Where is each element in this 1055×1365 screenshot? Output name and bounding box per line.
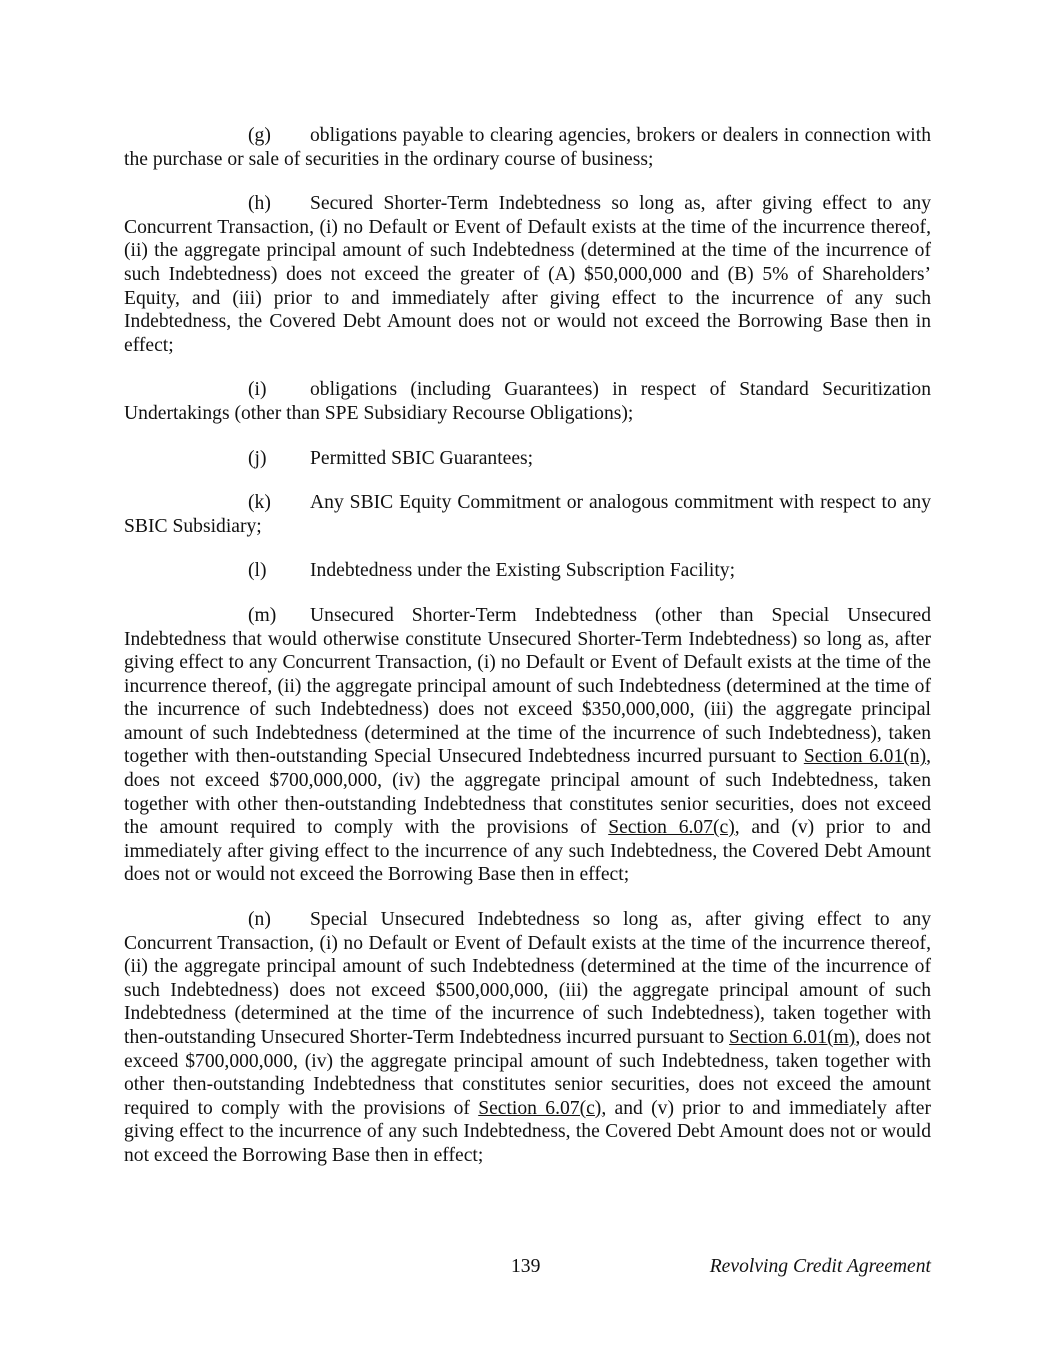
clause-m	[124, 604, 931, 887]
page-number: 139	[511, 1256, 541, 1277]
clause-text: Indebtedness under the Existing Subscription Facility;	[310, 560, 736, 582]
clause-label: (h)	[248, 193, 271, 215]
clause-text: Special Unsecured Indebtedness so long as, after giving effect to any Concurrent Transaction, (i) no Default or Event of Default exists at the time of the incurrence thereof, (ii) the aggregate principal amount of such Indebtedness (determined at the time of the incurrence of such Indebtedness) does not exceed $500,000,000, (iii) the aggregate principal amount of such Indebtedness (determined at the time of the incurrence of such Indebtedness), taken together with then-outstanding Unsecured Shorter-Term Indebtedness incurred pursuant to	[124, 909, 931, 1048]
document-page	[124, 124, 931, 1189]
clause-label: (l)	[248, 560, 267, 582]
section-reference-link: Section 6.07(c)	[478, 1097, 602, 1119]
clause-text: , and (v) prior to and immediately after giving effect to the incurrence of any such Indebtedness, the Covered Debt Amount does not or would not exceed the Borrowing Base then in effect;	[124, 817, 931, 886]
clause-text: , does not exceed $700,000,000, (iv) the aggregate principal amount of such Indebtedness, taken together with other then-outstanding Indebtedness that constitutes senior securities, does not exceed the amount required to comply with the provisions of	[124, 746, 931, 839]
document-title: Revolving Credit Agreement	[709, 1256, 931, 1277]
clause-label: (j)	[248, 447, 267, 469]
clause-h	[124, 192, 931, 357]
clause-label: (i)	[248, 379, 267, 401]
clause-label: (m)	[248, 604, 277, 626]
clause-text: Unsecured Shorter-Term Indebtedness (other than Special Unsecured Indebtedness that would otherwise constitute Unsecured Shorter-Term Indebtedness) so long as, after giving effect to any Concurrent Transaction, (i) no Default or Event of Default exists at the time of the incurrence thereof, (ii) the aggregate principal amount of such Indebtedness (determined at the time of the incurrence of such Indebtedness) does not exceed $350,000,000, (iii) the aggregate principal amount of such Indebtedness (determined at the time of the incurrence of such Indebtedness), taken together with then-outstanding Special Unsecured Indebtedness incurred pursuant to	[124, 604, 931, 768]
section-reference-link: Section 6.07(c)	[608, 817, 735, 839]
clause-l	[124, 559, 931, 583]
clause-label: (g)	[248, 125, 271, 146]
clause-j	[124, 447, 931, 471]
page-footer	[124, 1256, 931, 1280]
clause-n	[124, 908, 931, 1168]
clause-i	[124, 378, 931, 425]
clause-text: obligations payable to clearing agencies, brokers or dealers in connection with the purchase or sale of securities in the ordinary course of business;	[124, 125, 931, 170]
section-reference-link: Section 6.01(m)	[729, 1027, 856, 1048]
clause-g	[124, 124, 931, 171]
clause-text: Secured Shorter-Term Indebtedness so long as, after giving effect to any Concurrent Transaction, (i) no Default or Event of Default exists at the time of the incurrence thereof, (ii) the aggregate principal amount of such Indebtedness (determined at the time of the incurrence of such Indebtedness) does not exceed the greater of (A) $50,000,000 and (B) 5% of Shareholders’ Equity, and (iii) prior to and immediately after giving effect to the incurrence of any such Indebtedness, the Covered Debt Amount does not or would not exceed the Borrowing Base then in effect;	[124, 193, 931, 356]
section-reference-link: Section 6.01(n)	[803, 746, 927, 768]
clause-label: (n)	[248, 909, 271, 931]
clause-text: , and (v) prior to and immediately after giving effect to the incurrence of any such Indebtedness, the Covered Debt Amount does not or would not exceed the Borrowing Base then in effect;	[124, 1097, 931, 1166]
clause-text: Permitted SBIC Guarantees;	[310, 447, 534, 469]
clause-text: Any SBIC Equity Commitment or analogous commitment with respect to any SBIC Subsidiary;	[124, 492, 931, 537]
clause-text: obligations (including Guarantees) in respect of Standard Securitization Undertakings (other than SPE Subsidiary Recourse Obligations);	[124, 379, 931, 424]
clause-label: (k)	[248, 492, 271, 514]
clause-k	[124, 491, 931, 538]
clause-text: , does not exceed $700,000,000, (iv) the aggregate principal amount of such Indebtedness, taken together with other then-outstanding Indebtedness that constitutes senior securities, does not exceed the amount required to comply with the provisions of	[124, 1027, 931, 1119]
